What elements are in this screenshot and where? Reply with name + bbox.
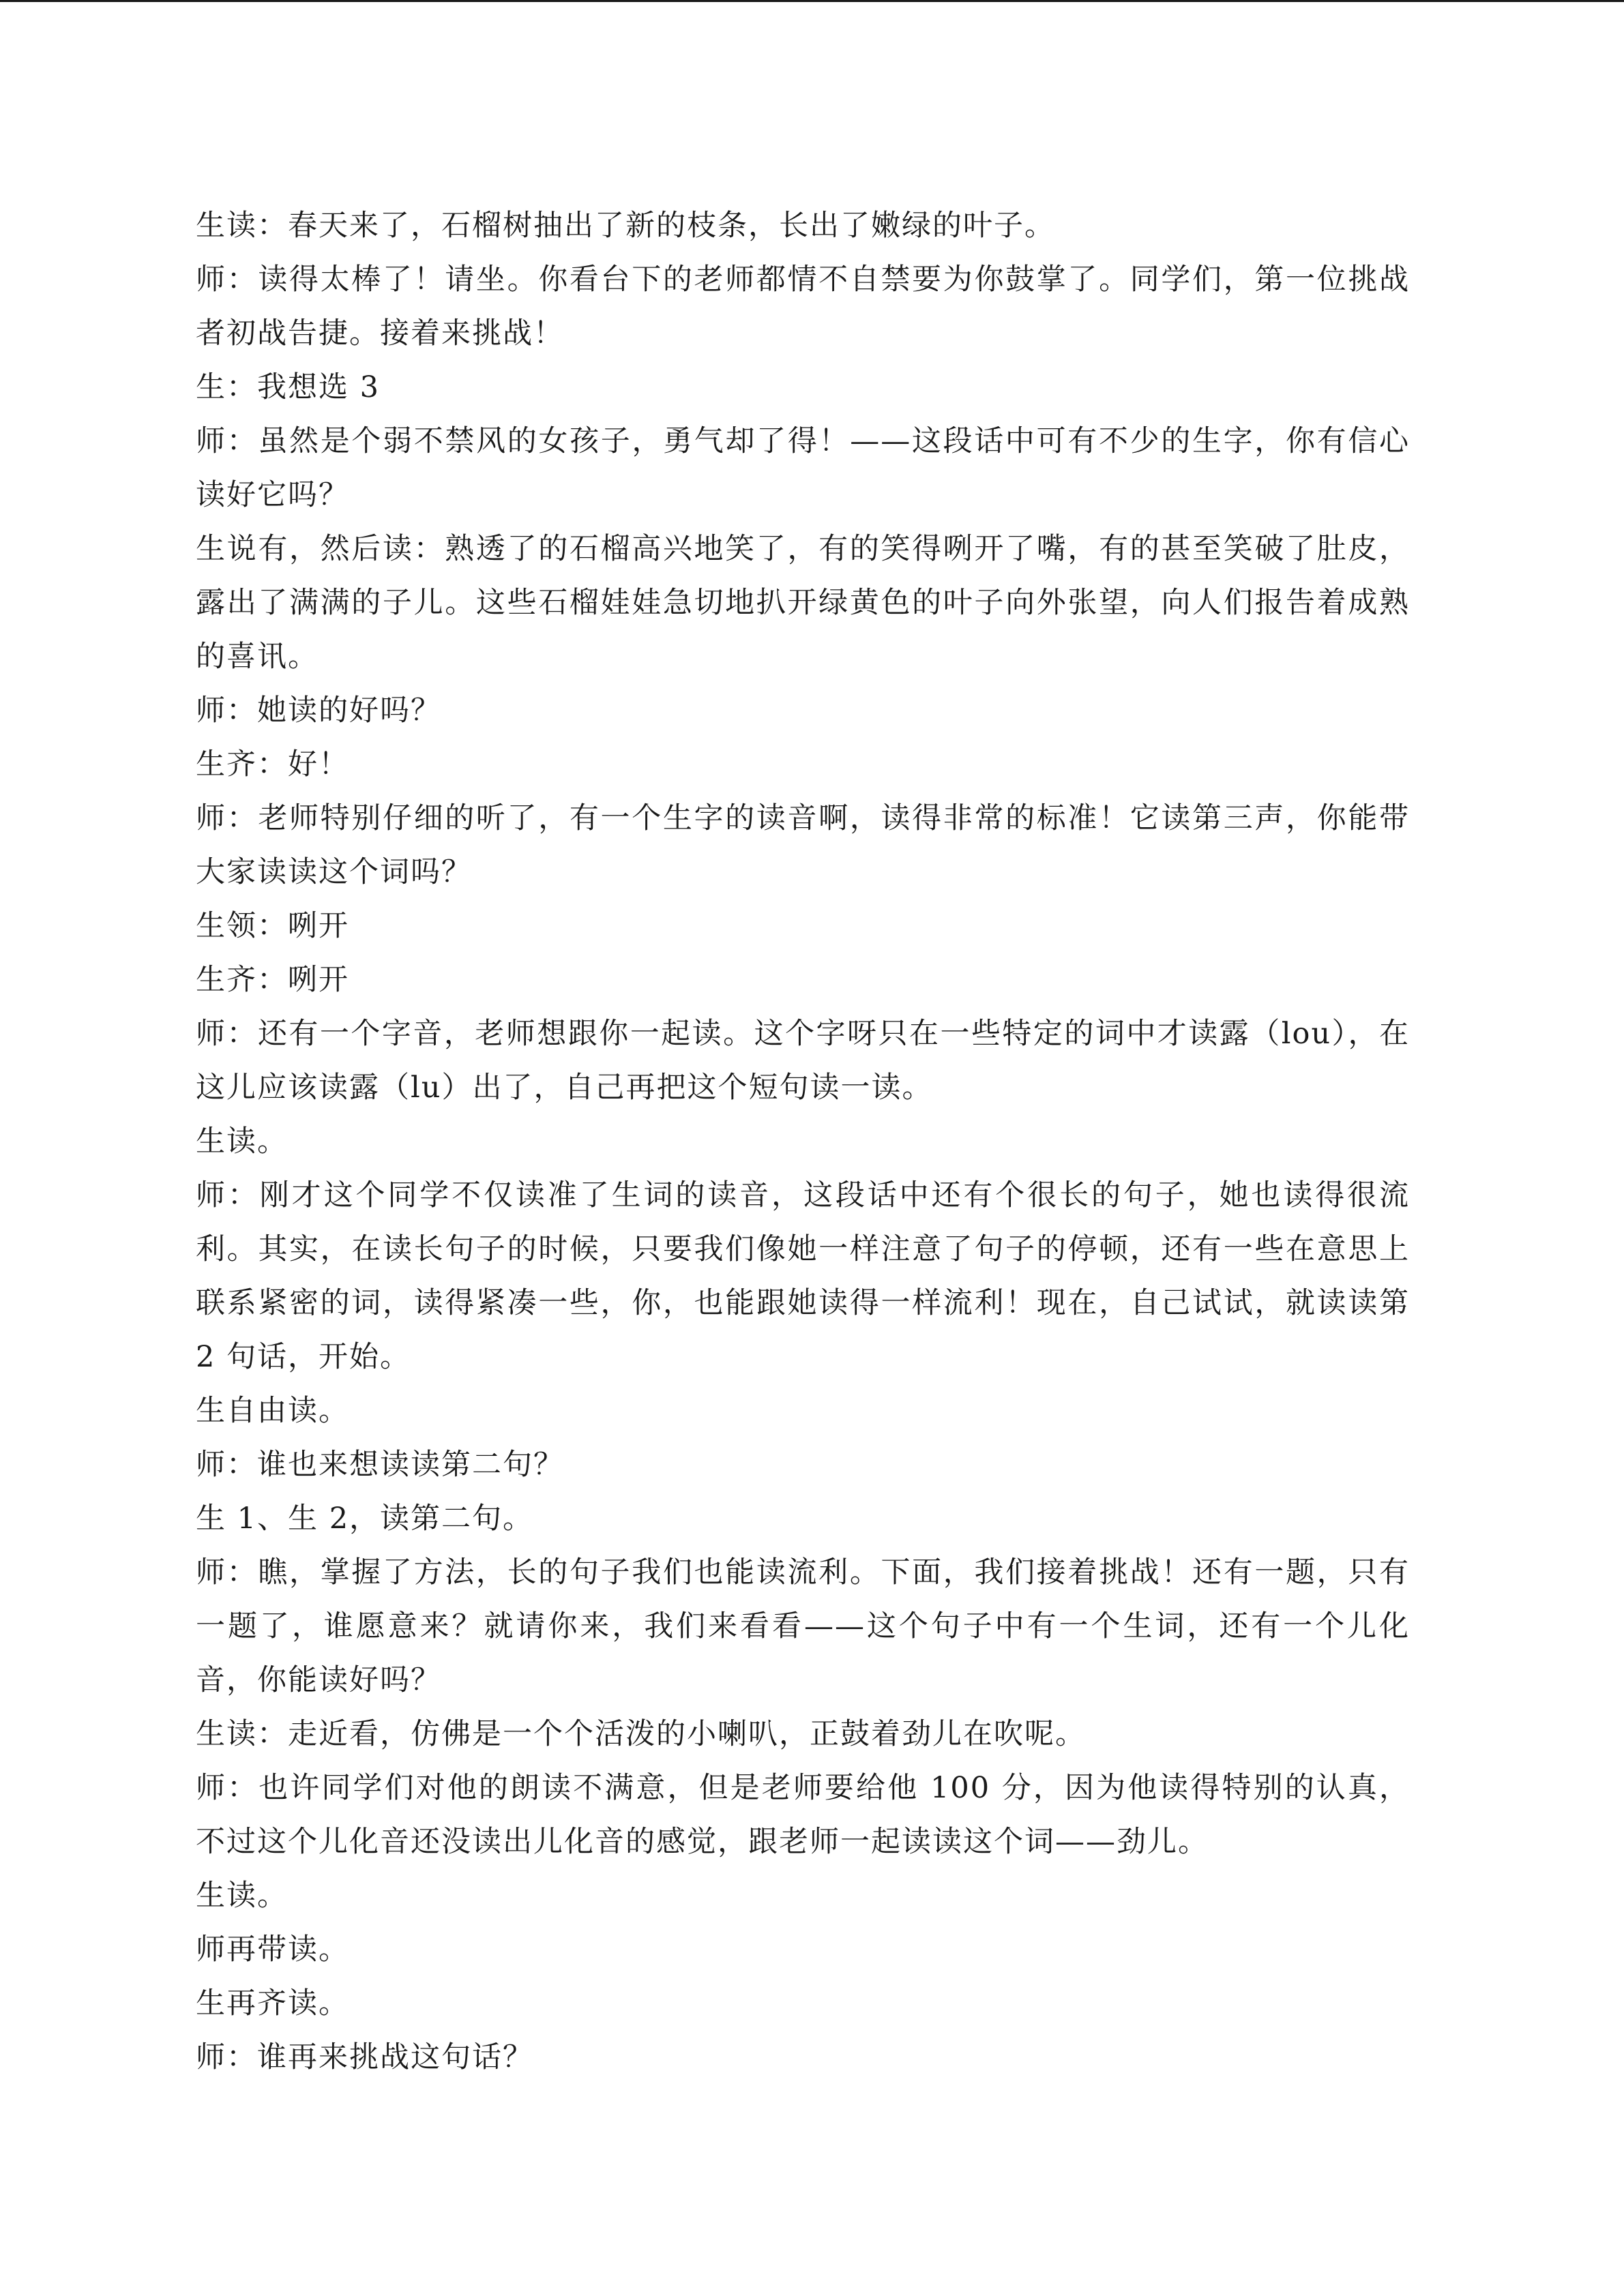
paragraph: 师：还有一个字音，老师想跟你一起读。这个字呀只在一些特定的词中才读露（lou），在这儿应该读露（lu）出了，自己再把这个短句读一读。	[196, 1017, 1410, 1105]
paragraph: 生齐：咧开	[196, 963, 349, 997]
paragraph: 生：我想选 3	[196, 370, 381, 404]
paragraph: 生读：走近看，仿佛是一个个活泼的小喇叭，正鼓着劲儿在吹呢。	[196, 1717, 1086, 1751]
paragraph: 师：瞧，掌握了方法，长的句子我们也能读流利。下面，我们接着挑战！还有一题，只有一题了，谁愿意来？就请你来，我们来看看——这个句子中有一个生词，还有一个儿化音，你能读好吗？	[196, 1555, 1410, 1697]
paragraph: 师再带读。	[196, 1933, 349, 1967]
paragraph: 师：谁也来想读读第二句？	[196, 1448, 564, 1482]
top-border-line	[0, 0, 1624, 2]
paragraph: 师：她读的好吗？	[196, 694, 441, 728]
paragraph: 生齐：好！	[196, 747, 349, 781]
paragraph: 生领：咧开	[196, 909, 349, 943]
paragraph: 生读。	[196, 1124, 288, 1159]
paragraph: 生自由读。	[196, 1394, 349, 1428]
paragraph: 师：虽然是个弱不禁风的女孩子，勇气却了得！——这段话中可有不少的生字，你有信心读好它吗？	[196, 424, 1410, 512]
paragraph: 师：也许同学们对他的朗读不满意，但是老师要给他 100 分，因为他读得特别的认真，不过这个儿化音还没读出儿化音的感觉，跟老师一起读读这个词——劲儿。	[196, 1771, 1410, 1859]
paragraph: 师：谁再来挑战这句话？	[196, 2040, 533, 2074]
paragraph: 生说有，然后读：熟透了的石榴高兴地笑了，有的笑得咧开了嘴，有的甚至笑破了肚皮，露出了满满的子儿。这些石榴娃娃急切地扒开绿黄色的叶子向外张望，向人们报告着成熟的喜讯。	[196, 532, 1410, 674]
document-body	[196, 199, 1421, 2085]
paragraph: 师：刚才这个同学不仅读准了生词的读音，这段话中还有个很长的句子，她也读得很流利。其实，在读长句子的时候，只要我们像她一样注意了句子的停顿，还有一些在意思上联系紧密的词，读得紧凑一些，你，也能跟她读得一样流利！现在，自己试试，就读读第 2 句话，开始。	[196, 1178, 1421, 1374]
paragraph: 生 1、生 2，读第二句。	[196, 1502, 534, 1536]
paragraph: 生读。	[196, 1879, 288, 1913]
paragraph: 师：读得太棒了！请坐。你看台下的老师都情不自禁要为你鼓掌了。同学们，第一位挑战者初战告捷。接着来挑战！	[196, 263, 1410, 351]
paragraph: 生再齐读。	[196, 1986, 349, 2021]
paragraph: 生读：春天来了，石榴树抽出了新的枝条，长出了嫩绿的叶子。	[196, 209, 1055, 243]
paragraph: 师：老师特别仔细的听了，有一个生字的读音啊，读得非常的标准！它读第三声，你能带大家读读这个词吗？	[196, 801, 1410, 889]
